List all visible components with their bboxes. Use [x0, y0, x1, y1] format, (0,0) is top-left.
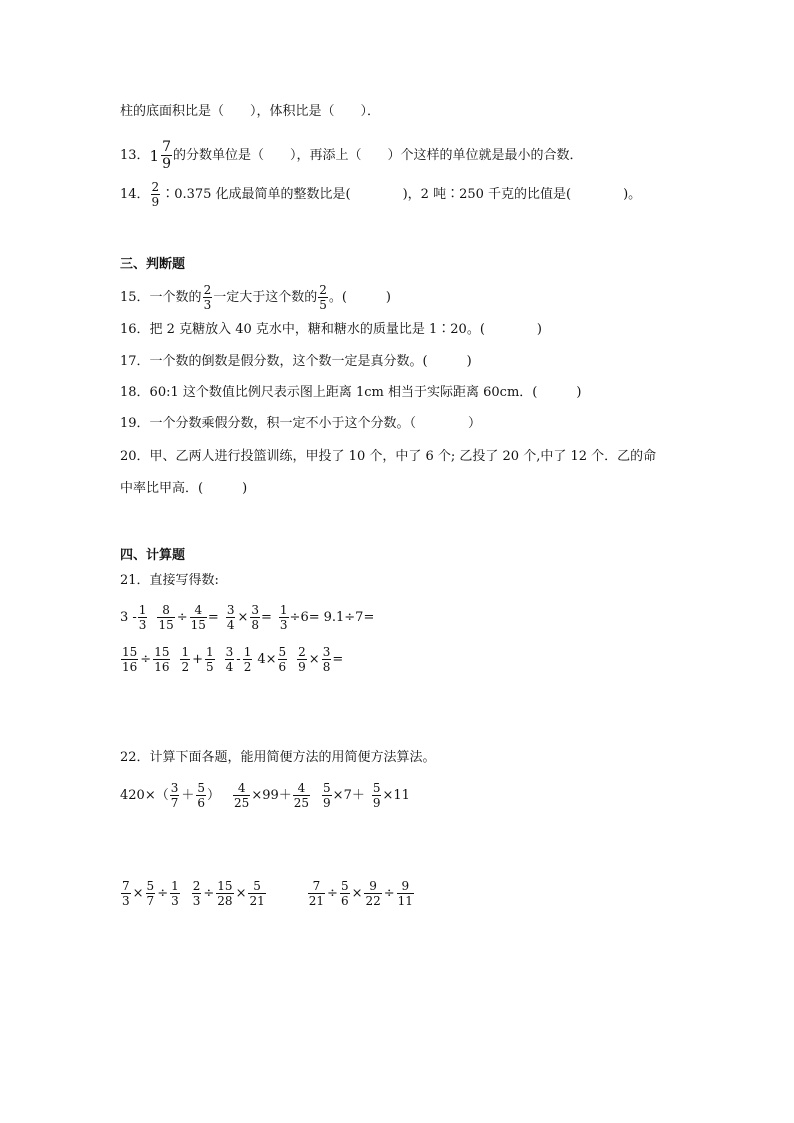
q21r1-c-num2: 3 — [251, 603, 259, 617]
q15-f1-den: 3 — [203, 298, 212, 312]
q22r1-a-frac1 — [170, 782, 180, 809]
q22r2-c-frac2 — [340, 880, 350, 907]
q22r2-a — [120, 879, 181, 908]
q21r2-a-op: ÷ — [140, 652, 152, 667]
q21r1-b-frac1 — [157, 604, 174, 631]
q22r1-c-den1: 9 — [323, 796, 331, 810]
q22-row-1 — [120, 782, 410, 809]
q22r1-a-den2: 6 — [197, 796, 206, 810]
q21r2-e-num1: 2 — [298, 645, 306, 659]
q22r1-b-mid: ×99＋ — [251, 788, 292, 803]
q21r2-b — [179, 645, 215, 674]
q22r1-b-frac2 — [293, 782, 310, 809]
q22r1-a-post: ） — [207, 788, 221, 803]
section-3-title: 三、判断题 — [120, 257, 186, 272]
q21r2-a-den2: 16 — [154, 660, 170, 674]
q22r2-a-den2: 7 — [146, 894, 155, 908]
q15-post: 。( ) — [328, 290, 392, 305]
question-20-line-1: 20．甲、乙两人进行投篮训练，甲投了 10 个，中了 6 个; 乙投了 20 个,中了 12 个．乙的命 — [120, 449, 657, 464]
q21-row-1 — [120, 604, 374, 631]
q22r2-a-frac3 — [170, 880, 180, 907]
q21r1-e: 9.1÷7= — [323, 610, 375, 625]
q22r2-c-op3: ÷ — [383, 886, 395, 901]
question-13 — [120, 140, 583, 171]
q21r2-b-den1: 2 — [181, 660, 190, 674]
q21r1-d-den: 3 — [279, 618, 288, 632]
q21r1-b — [156, 603, 219, 632]
q21r1-c-frac1 — [226, 604, 236, 631]
q22r1-b-den2: 25 — [293, 796, 310, 810]
q22r1-a-den1: 7 — [170, 796, 179, 810]
q21r2-d-pre: 4× — [257, 652, 277, 667]
q22r1-a-frac2 — [196, 782, 206, 809]
q21r1-b-op: ÷ — [176, 610, 188, 625]
q15-f2-den: 5 — [319, 298, 327, 312]
q21r2-c-op: - — [236, 652, 241, 667]
q22r2-c-num4: 9 — [401, 879, 410, 893]
q21r1-d — [278, 603, 320, 632]
q22r2-a-num1: 7 — [122, 879, 130, 893]
q21r1-a — [120, 603, 148, 632]
q13-mixed-number — [150, 140, 173, 171]
q22r1-c-num2: 5 — [372, 781, 381, 795]
q13-frac-num: 7 — [162, 139, 172, 155]
q21r1-a-den: 3 — [138, 618, 147, 632]
q22r2-c-frac1 — [308, 880, 325, 907]
q22r2-c-den1: 21 — [308, 894, 325, 908]
q22r2-b-frac1 — [192, 880, 202, 907]
section-4-title: 四、计算题 — [120, 548, 186, 563]
q21-row-2 — [120, 646, 343, 673]
q22r2-a-frac2 — [146, 880, 156, 907]
q22r2-c-den2: 6 — [340, 894, 349, 908]
q21r2-a — [120, 645, 171, 674]
q15-f2-num: 2 — [319, 283, 327, 297]
q22r2-b-frac3 — [248, 880, 265, 907]
q22r2-c — [307, 879, 415, 908]
q21r2-a-den1: 16 — [122, 660, 138, 674]
q21r1-c-den2: 8 — [251, 618, 259, 632]
q21r2-b-den2: 5 — [206, 660, 214, 674]
q13-fraction — [161, 140, 172, 171]
q22r2-b-den2: 28 — [217, 894, 233, 908]
q21r2-a-frac1 — [121, 646, 138, 673]
question-19: 19．一个分数乘假分数，积一定不小于这个分数。（ ） — [120, 416, 482, 431]
q22r2-b-frac2 — [216, 880, 233, 907]
q22r2-b-num3: 5 — [253, 879, 261, 893]
q21r2-a-frac2 — [153, 646, 170, 673]
q22r2-c-num2: 5 — [340, 879, 349, 893]
q22r1-c-frac1 — [322, 782, 332, 809]
q22r1-a-num1: 3 — [170, 781, 179, 795]
q15-mid: 一定大于这个数的 — [213, 290, 318, 305]
q22r1-b-den1: 25 — [234, 796, 250, 810]
q21r2-d-den: 6 — [278, 660, 287, 674]
q13-frac-den: 9 — [162, 156, 172, 172]
question-16: 16．把 2 克糖放入 40 克水中，糖和糖水的质量比是 1∶20。( ) — [120, 322, 542, 337]
q21r2-e-den1: 9 — [298, 660, 306, 674]
q21r2-c-frac1 — [225, 646, 235, 673]
q21r1-b-num2: 4 — [194, 603, 203, 617]
q22r2-a-op2: ÷ — [157, 886, 169, 901]
q21r2-d — [257, 645, 288, 674]
q21r1-d-num: 1 — [279, 603, 288, 617]
q21r1-a-pre: 3 - — [120, 610, 137, 625]
q14-frac-den: 9 — [151, 195, 160, 209]
q22r2-a-den3: 3 — [171, 894, 179, 908]
q21r1-c-op: × — [237, 610, 249, 625]
q22r2-b-den1: 3 — [192, 894, 201, 908]
q21r2-a-num2: 15 — [154, 645, 170, 659]
q22r1-a — [120, 781, 221, 810]
question-22-title: 22．计算下面各题，能用简便方法的用简便方法算法。 — [120, 750, 436, 765]
q22r2-b-op1: ÷ — [203, 886, 215, 901]
q21r2-e-den2: 8 — [322, 660, 331, 674]
q22-row-2 — [120, 880, 415, 907]
q21r2-b-num2: 1 — [206, 645, 214, 659]
q21r2-e — [296, 645, 344, 674]
q22r1-a-op: ＋ — [181, 788, 195, 803]
q22r1-b — [232, 781, 311, 810]
question-17: 17．一个数的倒数是假分数，这个数一定是真分数。( ) — [120, 354, 472, 369]
q22r2-c-frac4 — [397, 880, 414, 907]
q21r2-d-frac — [278, 646, 288, 673]
q22r2-b-den3: 21 — [249, 894, 265, 908]
q14-text: ∶0.375 化成最简单的整数比是( )，2 吨∶250 千克的比值是( )。 — [161, 187, 642, 202]
q22r1-b-num1: 4 — [237, 781, 246, 795]
q21r2-b-op: + — [192, 652, 204, 667]
q22r1-c-num1: 5 — [323, 781, 331, 795]
q22r2-b-num2: 15 — [217, 879, 233, 893]
q21r1-b-den2: 15 — [190, 618, 206, 632]
q21r2-b-frac1 — [180, 646, 190, 673]
q22r2-c-num3: 9 — [369, 879, 377, 893]
q22r1-c-frac2 — [372, 782, 382, 809]
q22r1-c-mid: ×7＋ — [332, 788, 365, 803]
q22r2-a-frac1 — [121, 880, 131, 907]
q22r2-c-op2: × — [351, 886, 363, 901]
q21r1-b-frac2 — [190, 604, 207, 631]
q21r1-c-den1: 4 — [226, 618, 235, 632]
q21r2-c — [224, 645, 254, 674]
q22r2-b-num1: 2 — [192, 879, 201, 893]
q13-whole: 1 — [149, 146, 160, 165]
q21r1-a-frac — [138, 604, 148, 631]
q22r1-b-num2: 4 — [297, 781, 306, 795]
q22r1-a-num2: 5 — [197, 781, 206, 795]
question-18: 18．60:1 这个数值比例尺表示图上距离 1cm 相当于实际距离 60cm．( ) — [120, 385, 582, 400]
q13-text: 的分数单位是（ ），再添上（ ）个这样的单位就是最小的合数． — [173, 148, 583, 163]
q12-continuation: 柱的底面积比是（ ），体积比是（ ）． — [120, 104, 381, 119]
q21r2-a-num1: 15 — [122, 645, 138, 659]
q15-f1-num: 2 — [203, 283, 212, 297]
q21r1-b-den1: 15 — [158, 618, 174, 632]
q22r1-c — [321, 781, 410, 810]
q22r2-a-num3: 1 — [171, 879, 179, 893]
q21r1-c-frac2 — [250, 604, 260, 631]
q21r2-b-num1: 1 — [181, 645, 190, 659]
q14-number: 14． — [120, 187, 150, 202]
q14-frac-num: 2 — [151, 180, 160, 194]
q14-fraction — [151, 181, 161, 208]
q21r2-c-den1: 4 — [225, 660, 234, 674]
q21r2-d-num: 5 — [278, 645, 287, 659]
q15-number: 15． — [120, 290, 150, 305]
q21r2-c-num1: 3 — [225, 645, 234, 659]
q21r2-c-den2: 2 — [243, 660, 252, 674]
q21r1-b-eq: = — [207, 610, 219, 625]
q21r2-e-frac2 — [322, 646, 332, 673]
q21r2-c-num2: 1 — [243, 645, 252, 659]
q15-fraction-2 — [318, 284, 328, 311]
q22r2-c-den4: 11 — [397, 894, 413, 908]
q22r1-b-frac1 — [233, 782, 250, 809]
q22r2-c-op1: ÷ — [327, 886, 338, 901]
q15-fraction-1 — [203, 284, 213, 311]
question-20-line-2: 中率比甲高．( ) — [120, 481, 248, 496]
q22r2-a-den1: 3 — [122, 894, 130, 908]
q21r2-e-op: × — [308, 652, 320, 667]
q22r1-c-post: ×11 — [382, 788, 410, 803]
question-14 — [120, 181, 641, 208]
q22r2-c-num1: 7 — [312, 879, 321, 893]
q21r1-d-post: ÷6= — [289, 610, 320, 625]
q21r2-e-eq: = — [332, 652, 344, 667]
q22r2-b-op2: × — [235, 886, 247, 901]
question-21-title: 21．直接写得数: — [120, 573, 219, 588]
q21r1-a-num: 1 — [138, 603, 147, 617]
q21r1-c — [225, 603, 272, 632]
q21r2-b-frac2 — [205, 646, 215, 673]
q22r2-a-num2: 5 — [146, 879, 155, 893]
q22r2-a-op1: × — [132, 886, 144, 901]
q21r1-c-eq: = — [261, 610, 272, 625]
q21r2-e-frac1 — [297, 646, 307, 673]
q22r1-a-pre: 420×（ — [120, 788, 169, 803]
question-15 — [120, 284, 391, 311]
q21r1-c-num1: 3 — [226, 603, 235, 617]
q21r2-e-num2: 3 — [322, 645, 331, 659]
q22r2-c-den3: 22 — [365, 894, 381, 908]
q22r2-b — [191, 879, 267, 908]
q15-pre: 一个数的 — [149, 290, 202, 305]
q21r1-d-frac — [279, 604, 289, 631]
q13-number: 13． — [120, 148, 150, 163]
q22r2-c-frac3 — [364, 880, 381, 907]
q21r2-c-frac2 — [243, 646, 253, 673]
q22r1-c-den2: 9 — [372, 796, 381, 810]
q21r1-b-num1: 8 — [162, 603, 170, 617]
